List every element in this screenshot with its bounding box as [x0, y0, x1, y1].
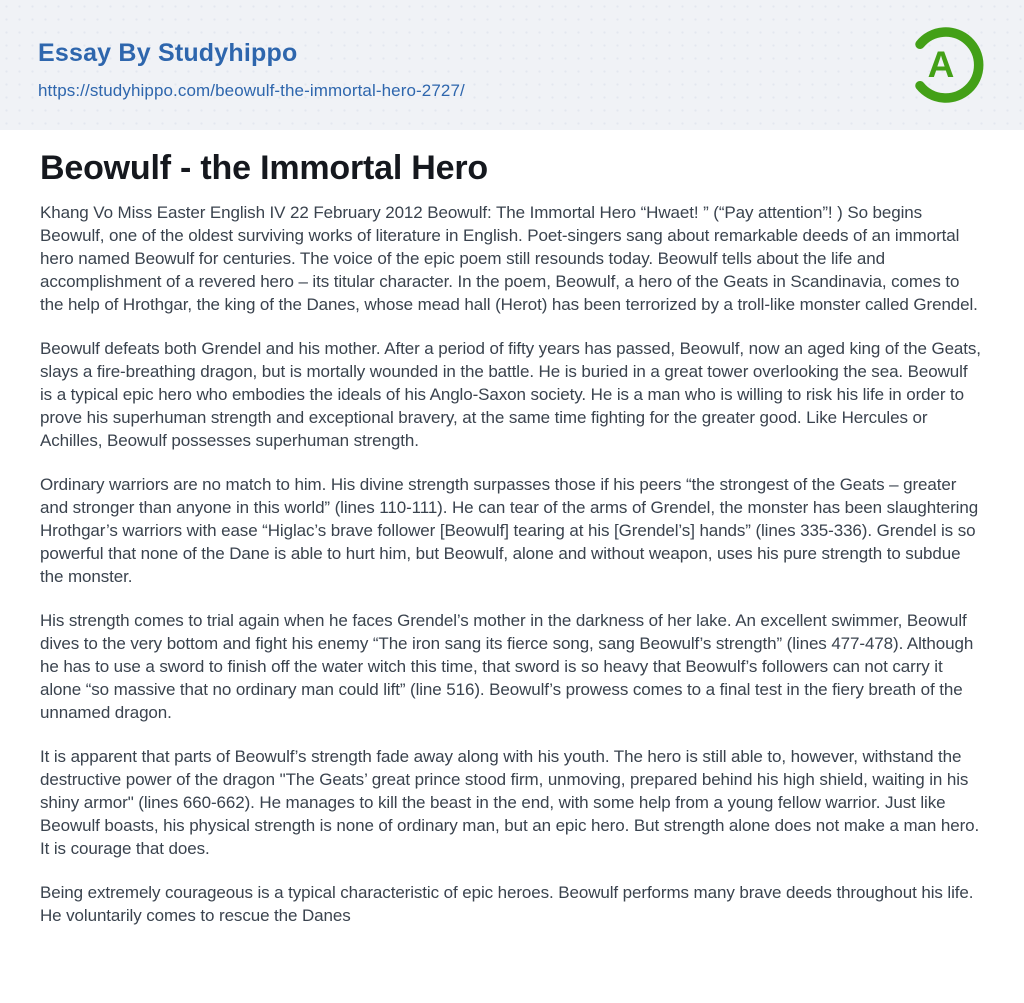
page-header: [0, 0, 1024, 130]
studyhippo-logo: [904, 24, 986, 106]
logo-letter: A: [927, 44, 955, 85]
header-text-block: [38, 29, 465, 101]
essay-paragraph: Beowulf defeats both Grendel and his mother. After a period of fifty years has passed, Beowulf, now an aged king of the Geats, slays a fire-breathing dragon, but is mortally wounded in the battle. He is buried in a great tower overlooking the sea. Beowulf is a typical epic hero who embodies the ideals of his Anglo-Saxon society. He is a man who is willing to risk his life in order to prove his superhuman strength and exceptional bravery, at the same time fighting for the greater good. Like Hercules or Achilles, Beowulf possesses superhuman strength.: [40, 339, 981, 450]
essay-paragraph: His strength comes to trial again when he faces Grendel’s mother in the darkness of her lake. An excellent swimmer, Beowulf dives to the very bottom and fight his enemy “The iron sang its fierce song, sang Beowulf’s strength” (lines 477-478). Although he has to use a sword to finish off the water witch this time, that sword is so heavy that Beowulf’s followers can not carry it alone “so massive that no ordinary man could lift” (line 516). Beowulf’s prowess comes to a final test in the fiery breath of the unnamed dragon.: [40, 611, 974, 722]
essay-paragraph: Being extremely courageous is a typical characteristic of epic heroes. Beowulf performs many brave deeds throughout his life. He voluntarily comes to rescue the Danes: [40, 883, 974, 925]
source-url-link[interactable]: https://studyhippo.com/beowulf-the-immortal-hero-2727/: [38, 81, 465, 100]
essay-paragraph: It is apparent that parts of Beowulf’s strength fade away along with his youth. The hero is still able to, however, withstand the destructive power of the dragon "The Geats’ great prince stood firm, unmoving, prepared behind his high shield, waiting in his shiny armor" (lines 660-662). He manages to kill the beast in the end, with some help from a young fellow warrior. Just like Beowulf boasts, his physical strength is none of ordinary man, but an epic hero. But strength alone does not make a man hero. It is courage that does.: [40, 747, 980, 858]
article-title: Beowulf - the Immortal Hero: [40, 149, 488, 187]
essay-paragraph: Ordinary warriors are no match to him. His divine strength surpasses those if his peers “the strongest of the Geats – greater and stronger than anyone in this world” (lines 110-111). He can tear of the arms of Grendel, the monster has been slaughtering Hrothgar’s warriors with ease “Higlac’s brave follower [Beowulf] tearing at his [Grendel’s] hands” (lines 335-336). Grendel is so powerful that none of the Dane is able to hurt him, but Beowulf, alone and without weapon, uses his pure strength to subdue the monster.: [40, 475, 979, 586]
article-body: [40, 201, 984, 927]
article-content: [0, 147, 1024, 927]
byline: Essay By Studyhippo: [38, 39, 298, 67]
essay-paragraph: Khang Vo Miss Easter English IV 22 February 2012 Beowulf: The Immortal Hero “Hwaet! ” (“Pay attention”! ) So begins Beowulf, one of the oldest surviving works of literature in English. Poet-singers sang about remarkable deeds of an immortal hero named Beowulf for centuries. The voice of the epic poem still resounds today. Beowulf tells about the life and accomplishment of a revered hero – its titular character. In the poem, Beowulf, a hero of the Geats in Scandinavia, comes to the help of Hrothgar, the king of the Danes, whose mead hall (Herot) has been terrorized by a troll-like monster called Grendel.: [40, 203, 978, 314]
